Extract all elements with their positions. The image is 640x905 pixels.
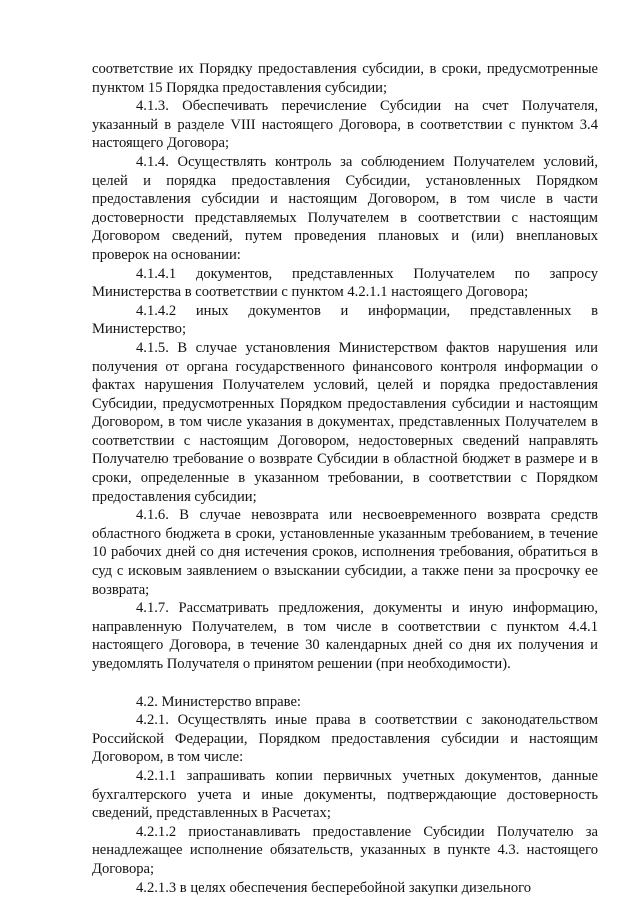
section-spacer	[92, 674, 598, 693]
paragraph-continuation: соответствие их Порядку предоставления субсидии, в сроки, предусмотренные пунктом 15 Порядка предоставления субсидии;	[92, 61, 598, 96]
paragraph-4-1-6: 4.1.6. В случае невозврата или несвоевременного возврата средств областного бюджета в сроки, установленные указанным требованием, в течение 10 рабочих дней со дня истечения сроков, исполнения требования, обратиться в суд с исковым заявлением о взыскании субсидии, а также пени за просрочку ее возврата;	[92, 507, 598, 598]
paragraph-4-1-3: 4.1.3. Обеспечивать перечисление Субсидии на счет Получателя, указанный в разделе VIII настоящего Договора, в соответствии с пунктом 3.4 настоящего Договора;	[92, 98, 598, 152]
paragraph-4-1-4-2: 4.1.4.2 иных документов и информации, представленных в Министерство;	[92, 302, 598, 338]
paragraph-4-2-1-3: 4.2.1.3 в целях обеспечения бесперебойной закупки дизельного	[136, 879, 532, 896]
paragraph-4-1-4: 4.1.4. Осуществлять контроль за соблюдением Получателем условий, целей и порядка предоставления Субсидии, установленных Порядком предоставления субсидии и настоящим Договором, в том числе в части достоверности представляемых Получателем в соответствии с настоящим Договором сведений, путем проведения плановых и (или) внеплановых проверок на основании:	[92, 153, 598, 263]
paragraph-4-1-5: 4.1.5. В случае установления Министерством фактов нарушения или получения от органа государственного финансового контроля информации о фактах нарушения Получателем условий, целей и порядка предоставления Субсидии, предусмотренных Порядком предоставления субсидии и настоящим Договором, в том числе указания в документах, представленных Получателем в соответствии с настоящим Договором, недостоверных сведений направлять Получателю требование о возврате Субсидии в областной бюджет в размере и в сроки, определенные в указанном требовании, в соответствии с Порядком предоставления субсидии;	[92, 339, 598, 505]
paragraph-4-2-1-2: 4.2.1.2 приостанавливать предоставление Субсидии Получателю за ненадлежащее исполнение обязательств, указанных в пункте 4.3. настоящего Договора;	[92, 823, 598, 877]
paragraph-4-1-4-1: 4.1.4.1 документов, представленных Получателем по запросу Министерства в соответствии с пунктом 4.2.1.1 настоящего Договора;	[92, 265, 598, 301]
paragraph-4-2: 4.2. Министерство вправе:	[136, 693, 301, 710]
paragraph-4-1-7: 4.1.7. Рассматривать предложения, документы и иную информацию, направленную Получателем, в том числе в соответствии с пунктом 4.4.1 настоящего Договора, в течение 30 календарных дней со дня их получения и уведомлять Получателя о принятом решении (при необходимости).	[92, 600, 598, 672]
paragraph-4-2-1-1: 4.2.1.1 запрашивать копии первичных учетных документов, данные бухгалтерского учета и иные документы, подтверждающие достоверность сведений, представленных в Расчетах;	[92, 767, 598, 822]
paragraph-4-2-1: 4.2.1. Осуществлять иные права в соответствии с законодательством Российской Федерации, Порядком предоставления субсидии и настоящим Договором, в том числе:	[92, 712, 598, 766]
document-page	[92, 60, 598, 897]
